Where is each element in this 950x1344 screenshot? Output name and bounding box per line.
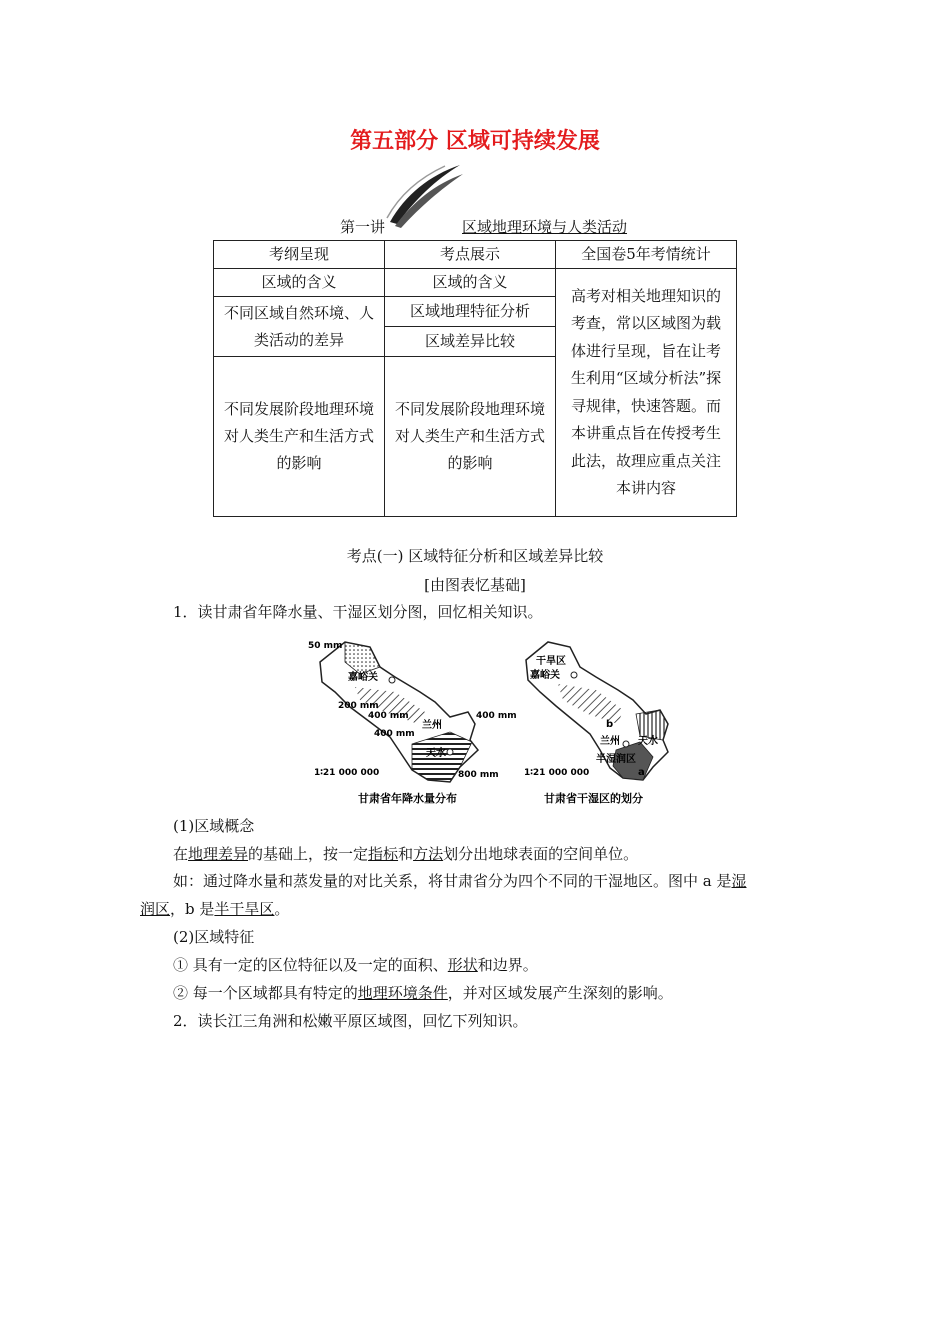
swoosh-decoration <box>385 160 465 230</box>
question-1: 1．读甘肃省年降水量、干湿区划分图，回忆相关知识。 <box>173 603 543 621</box>
lecture-name: 区域地理环境与人类活动 <box>462 218 628 236</box>
map-label-lanzhou: 兰州 <box>422 720 442 731</box>
concept-heading: (1)区域概念 <box>173 817 255 835</box>
section-subheading: [由图表忆基础] <box>424 576 526 594</box>
map-caption: 甘肃省年降水量分布 <box>358 792 457 805</box>
precipitation-map <box>300 632 517 812</box>
concept-line-1: 在地理差异的基础上，按一定指标和方法划分出地球表面的空间单位。 <box>173 845 639 863</box>
concept-line-3: 润区，b 是半干旱区。 <box>140 900 290 918</box>
exam-table <box>213 240 737 517</box>
feature-item-2: ② 每一个区域都具有特定的地理环境条件，并对区域发展产生深刻的影响。 <box>173 984 673 1002</box>
feature-item-1: ① 具有一定的区位特征以及一定的面积、形状和边界。 <box>173 956 538 974</box>
map-label: 干旱区 <box>536 656 566 667</box>
map-label-lanzhou: 兰州 <box>600 736 620 747</box>
table-cell: 区域的含义 <box>385 269 556 297</box>
map-label-tianshui: 天水 <box>638 736 658 747</box>
map-label: 400 mm <box>476 711 517 721</box>
map-label-jiayuguan: 嘉峪关 <box>530 670 560 681</box>
lecture-number: 第一讲 <box>340 218 386 236</box>
map-label: 50 mm <box>308 641 343 651</box>
table-cell: 区域地理特征分析 <box>385 297 556 327</box>
map-label: b <box>606 719 614 730</box>
map-label-jiayuguan: 嘉峪关 <box>348 672 378 683</box>
table-cell: 不同区域自然环境、人类活动的差异 <box>214 297 385 357</box>
map-label: 800 mm <box>458 770 499 780</box>
table-cell: 不同发展阶段地理环境对人类生产和生活方式的影响 <box>385 357 556 517</box>
page-title: 第五部分 区域可持续发展 <box>350 129 600 154</box>
table-cell-stats: 高考对相关地理知识的考查，常以区域图为载体进行呈现，旨在让考生利用“区域分析法”探寻规律，快速答题。而本讲重点旨在传授考生此法，故理应重点关注本讲内容 <box>556 269 737 517</box>
map-label: a <box>638 767 645 778</box>
table-header: 考点展示 <box>385 241 556 269</box>
map-label: 400 mm <box>368 711 409 721</box>
feature-heading: (2)区域特征 <box>173 928 255 946</box>
map-label: 400 mm <box>374 729 415 739</box>
table-cell: 区域的含义 <box>214 269 385 297</box>
table-cell: 不同发展阶段地理环境对人类生产和生活方式的影响 <box>214 357 385 517</box>
dry-wet-zone-map <box>518 632 698 812</box>
table-header: 全国卷5年考情统计 <box>556 241 737 269</box>
map-scale: 1∶21 000 000 <box>314 768 380 778</box>
section-heading: 考点(一) 区域特征分析和区域差异比较 <box>346 547 604 565</box>
map-scale: 1∶21 000 000 <box>524 768 590 778</box>
concept-line-2: 如：通过降水量和蒸发量的对比关系，将甘肃省分为四个不同的干湿地区。图中 a 是湿 <box>173 872 747 890</box>
table-cell: 区域差异比较 <box>385 327 556 357</box>
map-label: 半湿润区 <box>596 754 636 765</box>
map-label: 200 mm <box>338 701 379 711</box>
table-header: 考纲呈现 <box>214 241 385 269</box>
map-label-tianshui: 天水 <box>426 748 446 759</box>
map-caption: 甘肃省干湿区的划分 <box>544 792 643 805</box>
question-2: 2．读长江三角洲和松嫩平原区域图，回忆下列知识。 <box>173 1012 528 1030</box>
